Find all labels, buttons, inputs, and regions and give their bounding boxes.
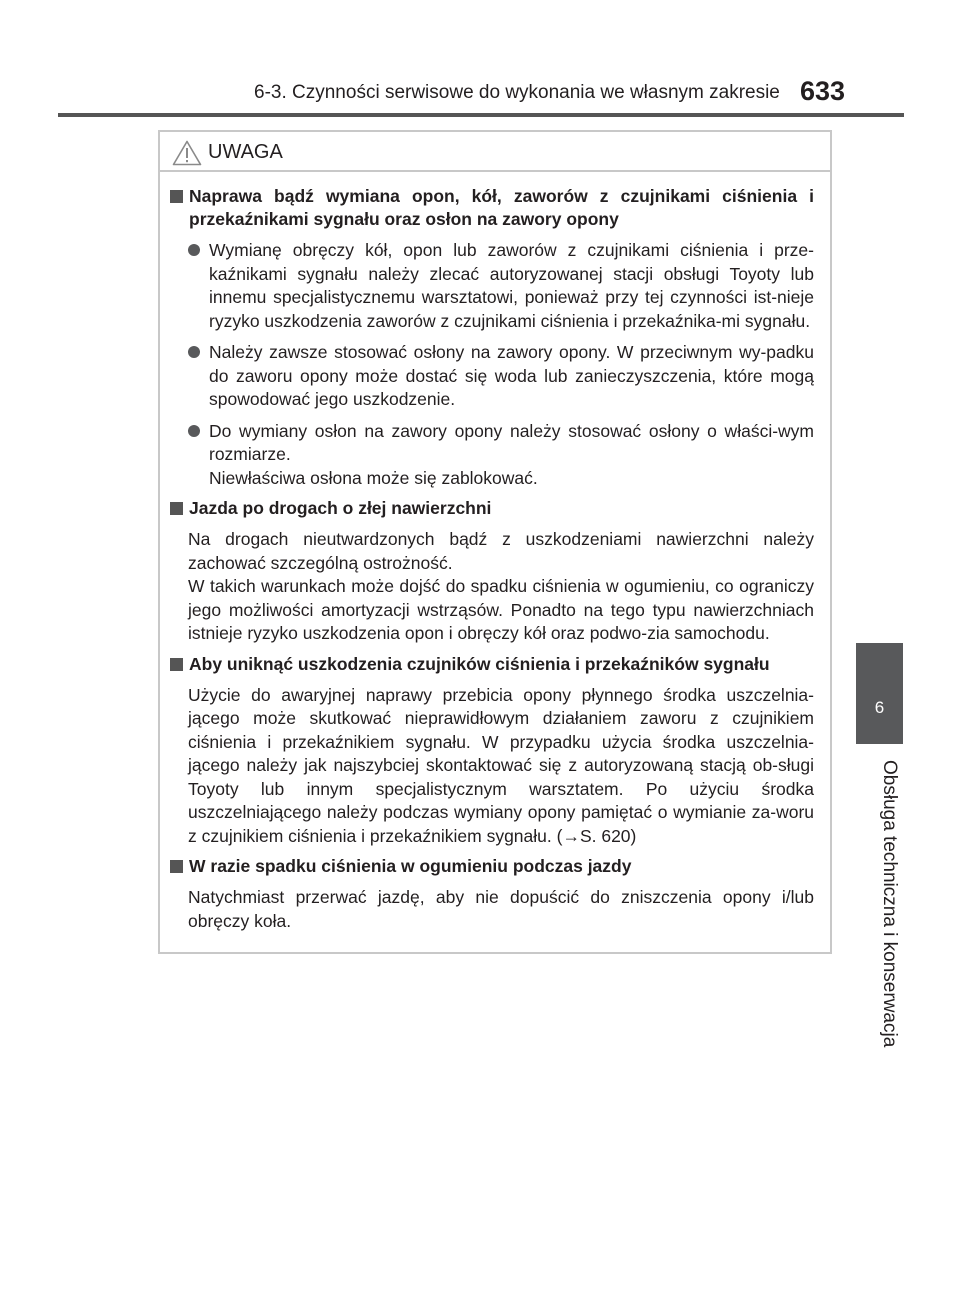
chapter-number: 6 bbox=[874, 698, 885, 717]
circle-bullet-icon bbox=[188, 244, 200, 256]
circle-bullet-icon bbox=[188, 425, 200, 437]
section-title: Naprawa bądź wymiana opon, kół, zaworów z czujnikami ciśnienia i przekaźnikami sygnału oraz osłon na zawory opony bbox=[170, 185, 814, 231]
chapter-tab bbox=[856, 643, 903, 744]
list-item bbox=[188, 420, 814, 491]
paragraph: Użycie do awaryjnej naprawy przebicia opony płynnego środka uszczelnia-jącego może skutkować nieprawidłowym działaniem zaworu z czujnikiem ciśnienia i przekaźnikiem sygnału. W przypadku użycia środka uszczelnia-jącego należy jak najszybciej skontaktować się z autoryzowaną stacją ob-sługi Toyoty lub innym specjalistycznym warsztatem. Po użyciu środka uszczelniającego należy podczas wymiany opony pamiętać o wymianie za-woru z czujnikiem ciśnienia i przekaźnikiem sygnału. (→S. 620) bbox=[188, 684, 814, 846]
section-title: W razie spadku ciśnienia w ogumieniu podczas jazdy bbox=[170, 855, 814, 878]
chapter-label: Obsługa techniczna i konserwacja bbox=[879, 760, 900, 1048]
list-item: Wymianę obręczy kół, opon lub zaworów z czujnikami ciśnienia i prze-kaźnikami sygnału należy zlecać autoryzowanej stacji obsługi Toyoty lub innemu specjalistycznemu warsztatowi, ponieważ przy tej czynności ist-nieje ryzyko uszkodzenia zaworów z czujnikami ciśnienia i przekaźnika-mi sygnału. bbox=[188, 239, 814, 333]
square-bullet-icon bbox=[170, 860, 183, 873]
list-item: Należy zawsze stosować osłony na zawory opony. W przeciwnym wy-padku do zaworu opony może dostać się woda lub zanieczyszczenia, które mogą spowodować jego uszkodzenie. bbox=[188, 341, 814, 412]
caution-content bbox=[160, 172, 830, 933]
section-title: Aby uniknąć uszkodzenia czujników ciśnienia i przekaźników sygnału bbox=[170, 653, 814, 676]
circle-bullet-icon bbox=[188, 346, 200, 358]
section-title: Jazda po drogach o złej nawierzchni bbox=[170, 497, 814, 520]
bullet-note: Niewłaściwa osłona może się zablokować. bbox=[209, 467, 538, 488]
page-number: 633 bbox=[800, 76, 846, 106]
caution-title: UWAGA bbox=[208, 141, 283, 163]
header-title: 6-3. Czynności serwisowe do wykonania we własnym zakresie bbox=[254, 82, 780, 103]
caution-box bbox=[158, 130, 832, 954]
square-bullet-icon bbox=[170, 190, 183, 203]
paragraph: Na drogach nieutwardzonych bądź z uszkodzeniami nawierzchni należy zachować szczególną ostrożność. W takich warunkach może dojść do spadku ciśnienia w ogumieniu, co ograniczy jego możliwości amortyzacji wstrząsów. Ponadto na tego typu nawierzchniach istnieje ryzyko uszkodzenia opon i obręczy kół oraz podwo-zia samochodu. bbox=[188, 529, 814, 643]
paragraph: Natychmiast przerwać jazdę, aby nie dopuścić do zniszczenia opony i/lub obręczy koła. bbox=[188, 887, 814, 931]
bullet-text: Do wymiany osłon na zawory opony należy stosować osłony o właści-wym rozmiarze. bbox=[209, 420, 814, 464]
square-bullet-icon bbox=[170, 658, 183, 671]
square-bullet-icon bbox=[170, 502, 183, 515]
caution-header bbox=[160, 132, 830, 172]
warning-triangle-icon bbox=[172, 140, 202, 166]
header-rule bbox=[58, 113, 904, 117]
